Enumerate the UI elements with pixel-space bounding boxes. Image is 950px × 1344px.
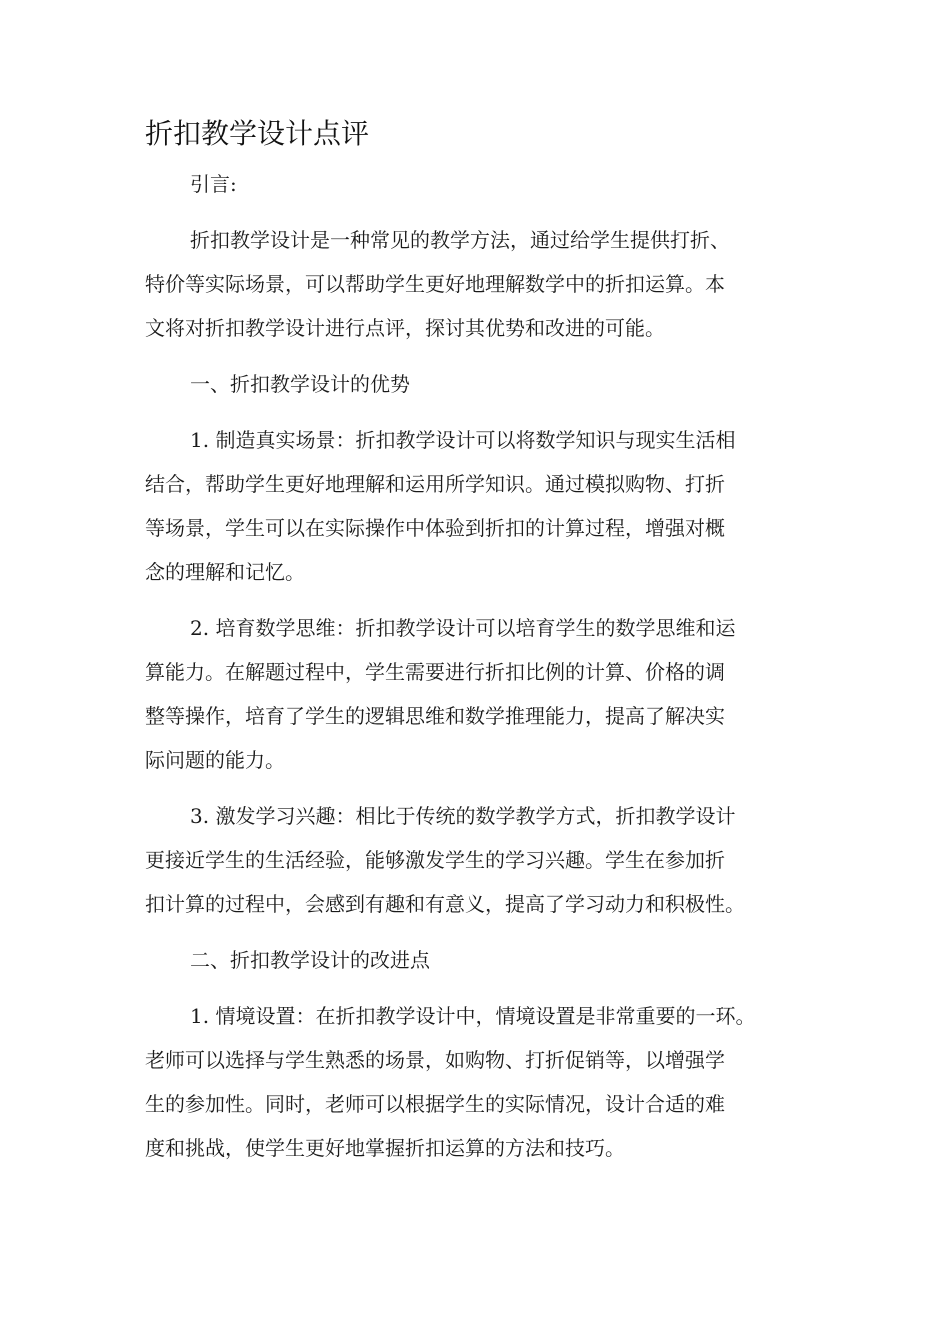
text-line: 折扣教学设计是一种常见的教学方法，通过给学生提供打折、 bbox=[190, 228, 730, 252]
text-line: 念的理解和记忆。 bbox=[145, 560, 305, 584]
text-line: 1. 情境设置：在折扣教学设计中，情境设置是非常重要的一环。 bbox=[190, 1004, 756, 1028]
paragraph-advantage-3 bbox=[145, 794, 810, 926]
text-line: 2. 培育数学思维：折扣教学设计可以培育学生的数学思维和运 bbox=[190, 616, 736, 640]
document-body bbox=[145, 162, 810, 1182]
section-heading-improvements bbox=[145, 938, 810, 982]
text-line: 更接近学生的生活经验，能够激发学生的学习兴趣。学生在参加折 bbox=[145, 848, 725, 872]
text-line: 特价等实际场景，可以帮助学生更好地理解数学中的折扣运算。本 bbox=[145, 272, 725, 296]
paragraph-intro-heading bbox=[145, 162, 810, 206]
text-line: 度和挑战，使学生更好地掌握折扣运算的方法和技巧。 bbox=[145, 1136, 625, 1160]
text-line: 生的参加性。同时，老师可以根据学生的实际情况，设计合适的难 bbox=[145, 1092, 725, 1116]
paragraph-advantage-2 bbox=[145, 606, 810, 782]
text-line: 等场景，学生可以在实际操作中体验到折扣的计算过程，增强对概 bbox=[145, 516, 725, 540]
text-line: 二、折扣教学设计的改进点 bbox=[190, 948, 430, 972]
text-line: 整等操作，培育了学生的逻辑思维和数学推理能力，提高了解决实 bbox=[145, 704, 725, 728]
section-heading-advantages bbox=[145, 362, 810, 406]
text-line: 扣计算的过程中，会感到有趣和有意义，提高了学习动力和积极性。 bbox=[145, 892, 745, 916]
text-line: 结合，帮助学生更好地理解和运用所学知识。通过模拟购物、打折 bbox=[145, 472, 725, 496]
paragraph-improvement-1 bbox=[145, 994, 810, 1170]
text-line: 际问题的能力。 bbox=[145, 748, 285, 772]
document-title: 折扣教学设计点评 bbox=[145, 117, 370, 150]
paragraph-advantage-1 bbox=[145, 418, 810, 594]
text-line: 引言: bbox=[190, 172, 237, 196]
text-line: 1. 制造真实场景：折扣教学设计可以将数学知识与现实生活相 bbox=[190, 428, 736, 452]
text-line: 老师可以选择与学生熟悉的场景，如购物、打折促销等，以增强学 bbox=[145, 1048, 725, 1072]
paragraph-intro bbox=[145, 218, 810, 350]
text-line: 3. 激发学习兴趣：相比于传统的数学教学方式，折扣教学设计 bbox=[190, 804, 736, 828]
text-line: 文将对折扣教学设计进行点评，探讨其优势和改进的可能。 bbox=[145, 316, 665, 340]
text-line: 算能力。在解题过程中，学生需要进行折扣比例的计算、价格的调 bbox=[145, 660, 725, 684]
text-line: 一、折扣教学设计的优势 bbox=[190, 372, 410, 396]
